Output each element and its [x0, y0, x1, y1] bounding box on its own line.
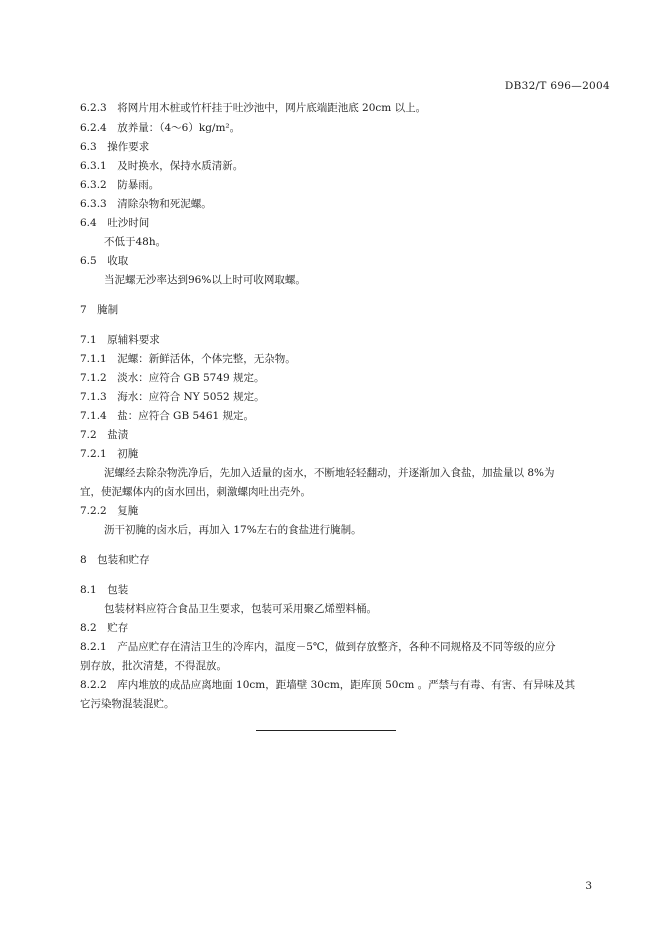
section-8-title: 8 包装和贮存 [80, 554, 150, 566]
clause-7-1-3: 7.1.3 海水：应符合 NY 5052 规定。 [80, 391, 265, 403]
heading-7-1: 7.1 原辅料要求 [80, 334, 160, 346]
clause-6-2-3: 6.2.3 将网片用木桩或竹杆挂于吐沙池中，网片底端距池底 20cm 以上。 [80, 102, 427, 114]
clause-6-4-text: 不低于48h。 [104, 236, 167, 248]
heading-6-3: 6.3 操作要求 [80, 141, 150, 153]
clause-8-2-2-line2: 它污染物混装混贮。 [80, 698, 175, 710]
clause-7-1-2: 7.1.2 淡水：应符合 GB 5749 规定。 [80, 372, 265, 384]
clause-6-3-2: 6.3.2 防暴雨。 [80, 179, 160, 191]
clause-6-5-text: 当泥螺无沙率达到96%以上时可收网取螺。 [104, 274, 306, 286]
clause-7-2-1-text-line1: 泥螺经去除杂物洗净后，先加入适量的卤水，不断地轻轻翻动，并逐渐加入食盐，加盐量以 8%为 [104, 467, 555, 479]
clause-6-3-1: 6.3.1 及时换水，保持水质清新。 [80, 160, 244, 172]
heading-6-5: 6.5 收取 [80, 255, 129, 267]
clause-7-1-4: 7.1.4 盐：应符合 GB 5461 规定。 [80, 410, 255, 422]
clause-8-1-text: 包装材料应符合食品卫生要求，包装可采用聚乙烯塑料桶。 [104, 603, 377, 615]
heading-6-4: 6.4 吐沙时间 [80, 217, 150, 229]
heading-7-2-2: 7.2.2 复腌 [80, 505, 139, 517]
heading-8-2: 8.2 贮存 [80, 622, 129, 634]
clause-7-2-2-text: 沥干初腌的卤水后，再加入 17%左右的食盐进行腌制。 [104, 524, 362, 536]
clause-8-2-2-line1: 8.2.2 库内堆放的成品应离地面 10cm，距墙壁 30cm，距库顶 50cm 。严禁与有毒、有害、有异味及其 [80, 679, 576, 691]
clause-8-2-1-line1: 8.2.1 产品应贮存在清洁卫生的冷库内，温度－5℃，做到存放整齐，各种不同规格及不同等级的应分 [80, 641, 556, 653]
heading-7-2: 7.2 盐渍 [80, 429, 129, 441]
clause-7-2-1-text-line2: 宜，使泥螺体内的卤水回出，刺激螺肉吐出壳外。 [80, 486, 311, 498]
heading-7-2-1: 7.2.1 初腌 [80, 448, 139, 460]
end-rule [256, 730, 396, 731]
heading-8-1: 8.1 包装 [80, 584, 129, 596]
clause-6-2-4: 6.2.4 放养量：（4～6）kg/m²。 [80, 122, 241, 134]
clause-6-3-3: 6.3.3 清除杂物和死泥螺。 [80, 198, 212, 210]
standard-number: DB32/T 696—2004 [504, 80, 610, 92]
page-number: 3 [585, 880, 592, 892]
clause-7-1-1: 7.1.1 泥螺：新鲜活体，个体完整，无杂物。 [80, 353, 296, 365]
section-7-title: 7 腌制 [80, 304, 119, 316]
clause-8-2-1-line2: 别存放，批次清楚，不得混放。 [80, 660, 227, 672]
